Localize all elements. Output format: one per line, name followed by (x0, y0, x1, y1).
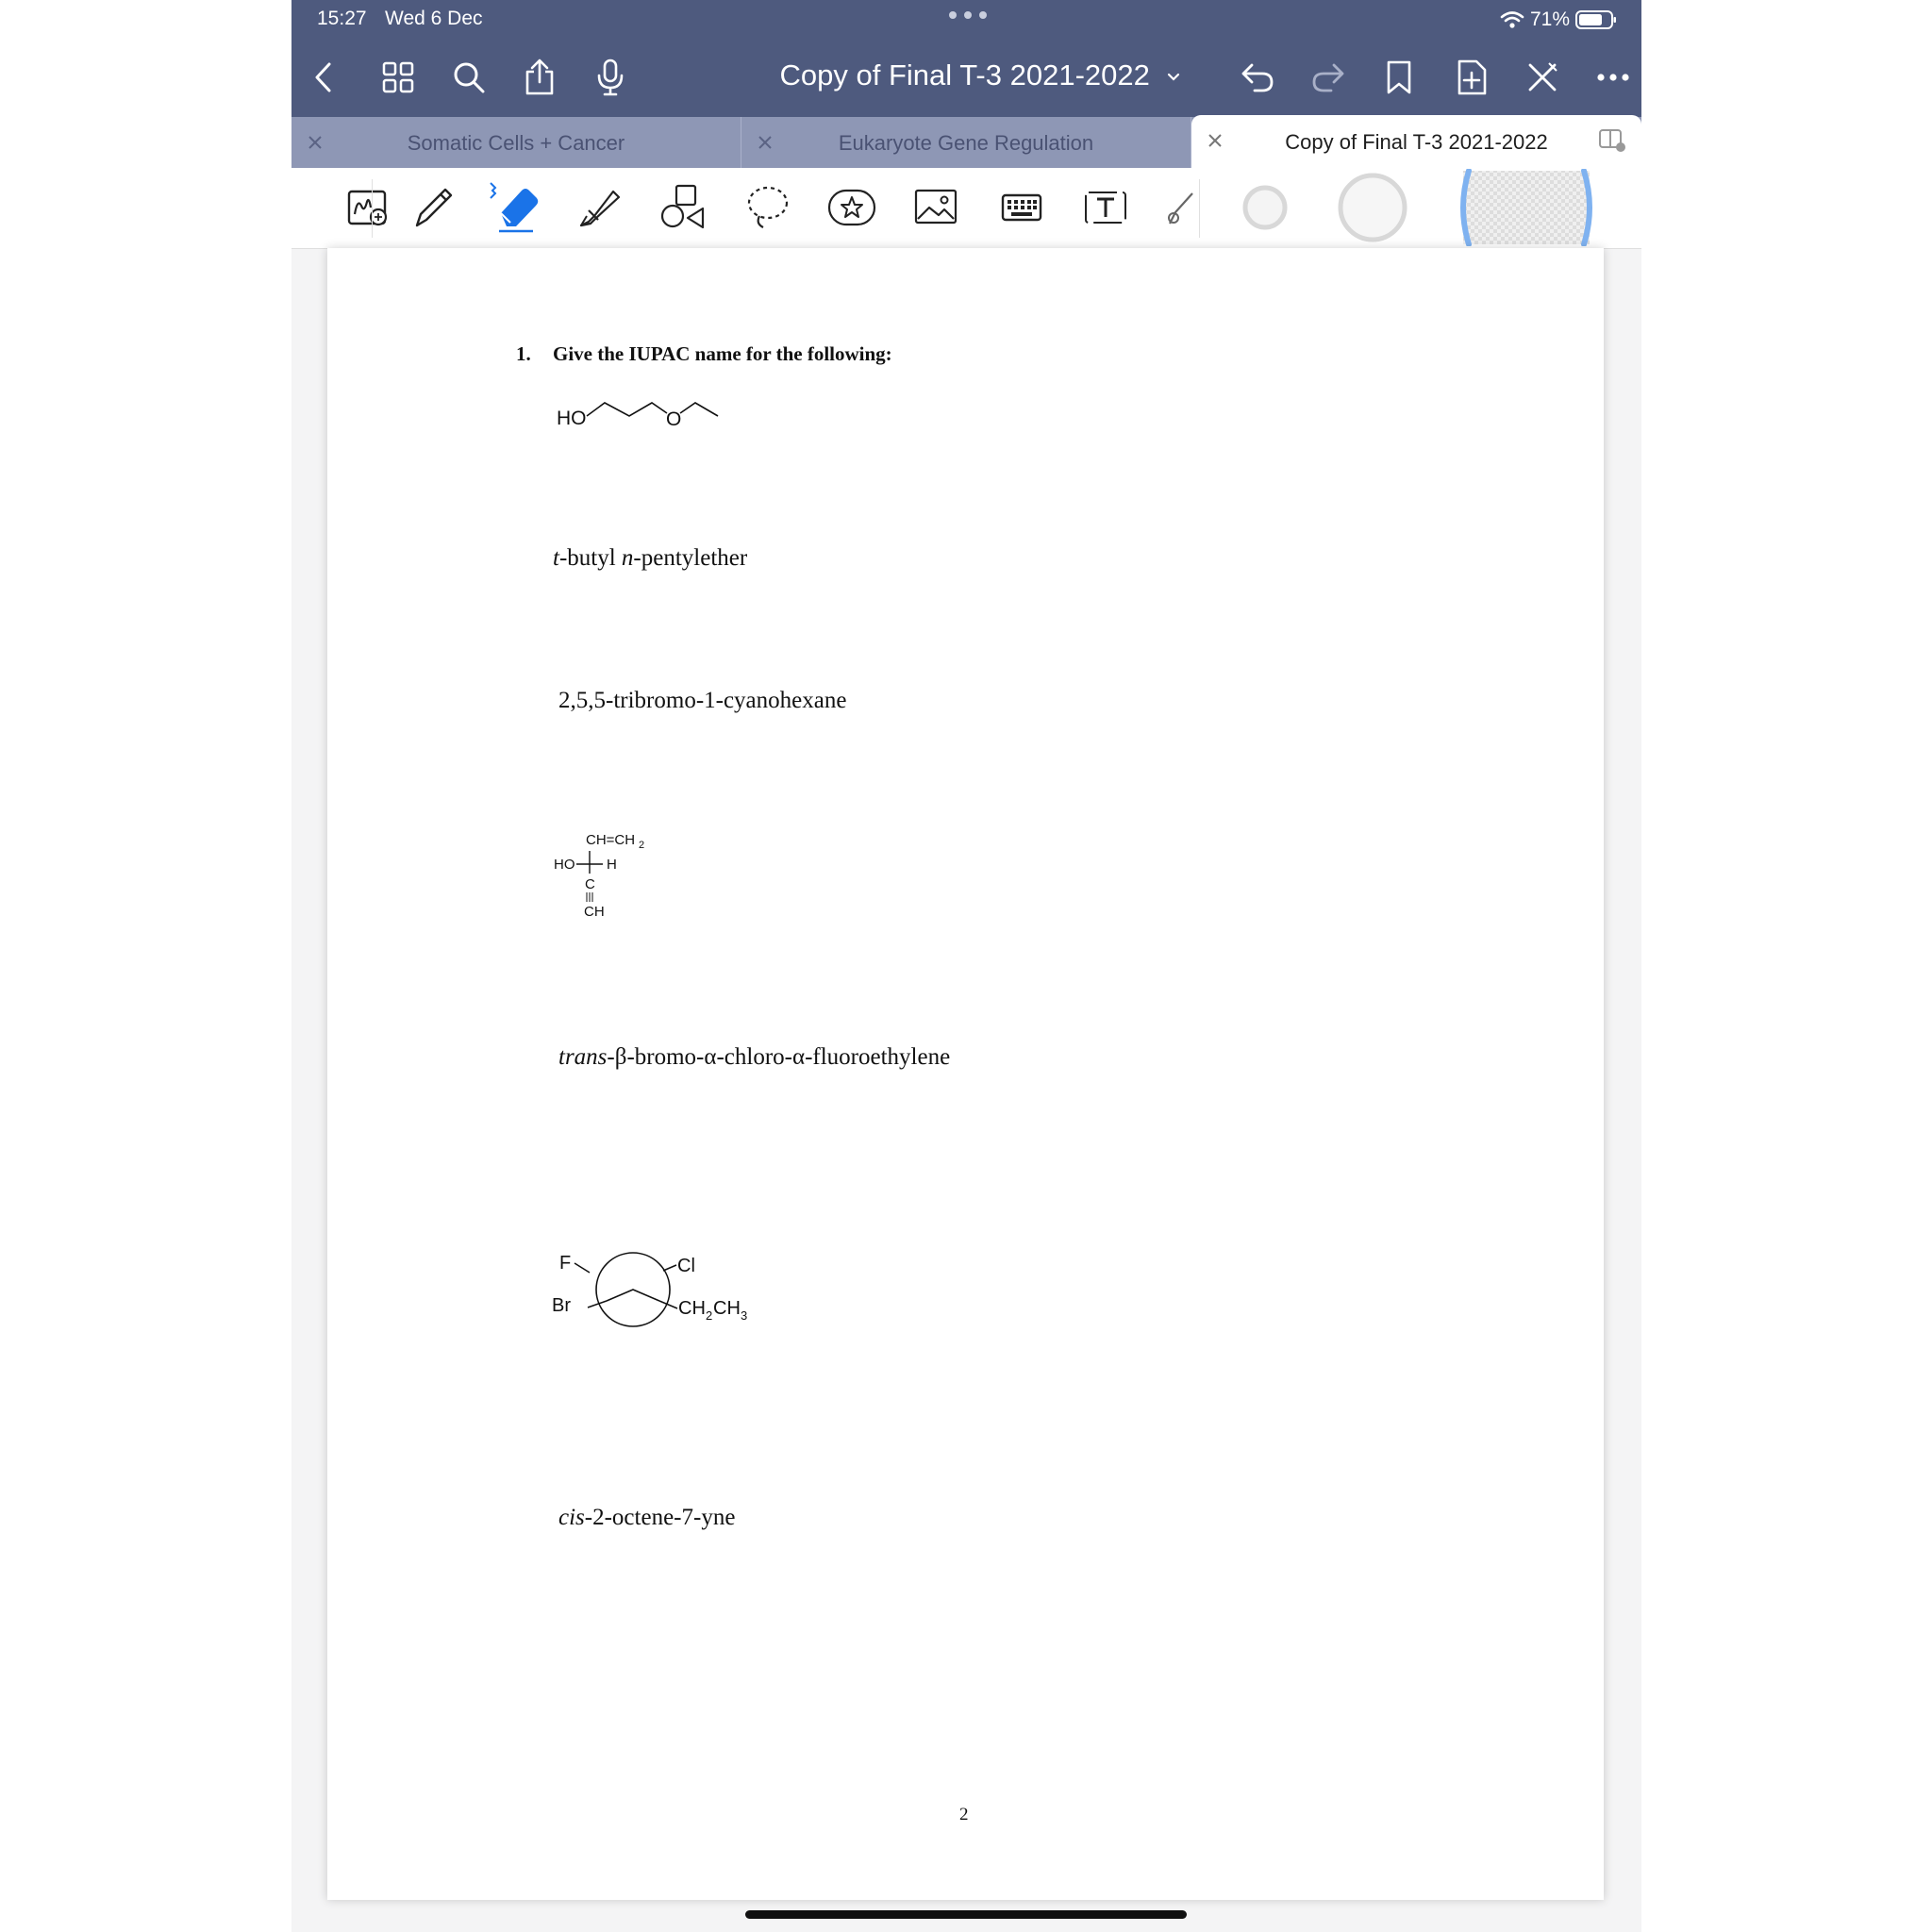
tab-eukaryote-gene-regulation[interactable] (741, 117, 1191, 168)
compound-name-3: 2,5,5-tribromo-1-cyanohexane (558, 688, 847, 713)
undo-button[interactable] (1235, 55, 1280, 100)
ipad-screen (291, 0, 1641, 1932)
share-button[interactable] (517, 55, 562, 100)
dictation-button[interactable] (588, 55, 633, 100)
svg-text:Br: Br (552, 1295, 571, 1316)
pen-tool[interactable] (405, 179, 461, 236)
svg-text:H: H (607, 857, 617, 873)
question-text: Give the IUPAC name for the following: (553, 342, 892, 365)
text-box-tool[interactable] (1077, 179, 1134, 236)
eraser-size-large-selected[interactable] (1456, 169, 1597, 246)
compound-name-2: t-butyl n-pentylether (553, 545, 748, 571)
svg-text:2: 2 (706, 1308, 713, 1323)
scribble-zoom-icon (346, 189, 391, 230)
eraser-tool[interactable] (488, 179, 544, 236)
back-button[interactable] (302, 55, 347, 100)
size-small-icon (1241, 183, 1290, 232)
search-icon (452, 60, 486, 94)
close-edit-icon (1526, 61, 1558, 93)
structure-label-o: O (666, 408, 682, 430)
svg-text:CH: CH (713, 1298, 741, 1319)
svg-text:C: C (585, 876, 595, 892)
eraser-size-medium[interactable] (1335, 170, 1410, 245)
tab-copy-of-final[interactable] (1191, 115, 1641, 168)
tool-strip (291, 168, 1641, 249)
svg-text:3: 3 (741, 1308, 748, 1323)
multitask-dots-icon[interactable] (947, 9, 989, 21)
svg-text:CH=CH: CH=CH (586, 832, 636, 848)
back-icon (310, 61, 339, 93)
tab-label: Somatic Cells + Cancer (407, 131, 625, 155)
undo-icon (1240, 61, 1275, 93)
page-number: 2 (959, 1805, 969, 1824)
compound-name-5: trans-β-bromo-α-chloro-α-fluoroethylene (558, 1044, 951, 1070)
size-large-icon (1456, 169, 1597, 246)
laser-pointer-tool[interactable] (1153, 179, 1209, 236)
svg-text:HO: HO (554, 857, 575, 873)
app-header (291, 0, 1641, 117)
tab-somatic-cells[interactable] (291, 117, 741, 168)
more-button[interactable] (1591, 55, 1636, 100)
svg-text:F: F (559, 1253, 572, 1274)
svg-text:CH: CH (678, 1298, 706, 1319)
sticker-tool[interactable] (824, 179, 880, 236)
eraser-size-small[interactable] (1237, 179, 1293, 236)
microphone-icon (596, 58, 625, 96)
grid-icon (382, 61, 414, 93)
tab-label: Copy of Final T-3 2021-2022 (1285, 130, 1548, 154)
battery-percent: 71% (1529, 8, 1570, 30)
question-number: 1. (516, 342, 531, 365)
document-tabs (291, 117, 1641, 168)
share-icon (524, 58, 556, 96)
structure-ether-alcohol (554, 388, 724, 435)
structure-fischer-projection (552, 830, 665, 924)
document-title-button[interactable] (763, 58, 1197, 92)
add-page-icon (1456, 58, 1488, 96)
status-date: Wed 6 Dec (385, 8, 483, 29)
split-view-icon[interactable] (1598, 128, 1626, 153)
svg-text:Cl: Cl (677, 1256, 695, 1276)
structure-label-ho: HO (557, 408, 587, 429)
document-page[interactable] (327, 248, 1604, 1900)
shapes-icon (659, 184, 707, 231)
keyboard-icon (1001, 193, 1042, 222)
tab-label: Eukaryote Gene Regulation (838, 131, 1094, 155)
highlighter-tool[interactable] (571, 179, 627, 236)
search-button[interactable] (446, 55, 491, 100)
lasso-icon (744, 184, 791, 231)
bookmark-button[interactable] (1376, 55, 1422, 100)
wifi-icon (1500, 10, 1524, 29)
battery-icon (1575, 10, 1617, 29)
home-indicator[interactable] (745, 1910, 1187, 1919)
compound-name-7: cis-2-octene-7-yne (558, 1505, 736, 1530)
image-tool[interactable] (908, 179, 964, 236)
more-icon (1596, 73, 1630, 82)
add-page-button[interactable] (1449, 55, 1494, 100)
exit-edit-button[interactable] (1520, 55, 1565, 100)
redo-icon (1310, 61, 1346, 93)
laser-pointer-icon (1162, 186, 1200, 229)
structure-newman-projection (552, 1248, 778, 1352)
image-icon (914, 189, 958, 226)
lasso-tool[interactable] (740, 179, 796, 236)
status-time: 15:27 (317, 8, 367, 29)
chevron-down-icon (1167, 73, 1180, 82)
svg-text:CH: CH (584, 904, 605, 920)
pen-icon (409, 184, 457, 231)
shapes-tool[interactable] (655, 179, 711, 236)
text-box-icon (1084, 190, 1127, 225)
sticker-icon (827, 187, 876, 228)
library-button[interactable] (375, 55, 421, 100)
size-medium-icon (1336, 171, 1409, 244)
bookmark-icon (1385, 59, 1413, 95)
zoom-window-tool[interactable] (341, 181, 397, 238)
keyboard-tool[interactable] (993, 179, 1050, 236)
eraser-icon (488, 181, 544, 234)
redo-button[interactable] (1306, 55, 1351, 100)
highlighter-icon (575, 184, 623, 231)
document-title: Copy of Final T-3 2021-2022 (779, 58, 1150, 92)
svg-text:2: 2 (639, 840, 645, 851)
status-right (1500, 6, 1617, 34)
